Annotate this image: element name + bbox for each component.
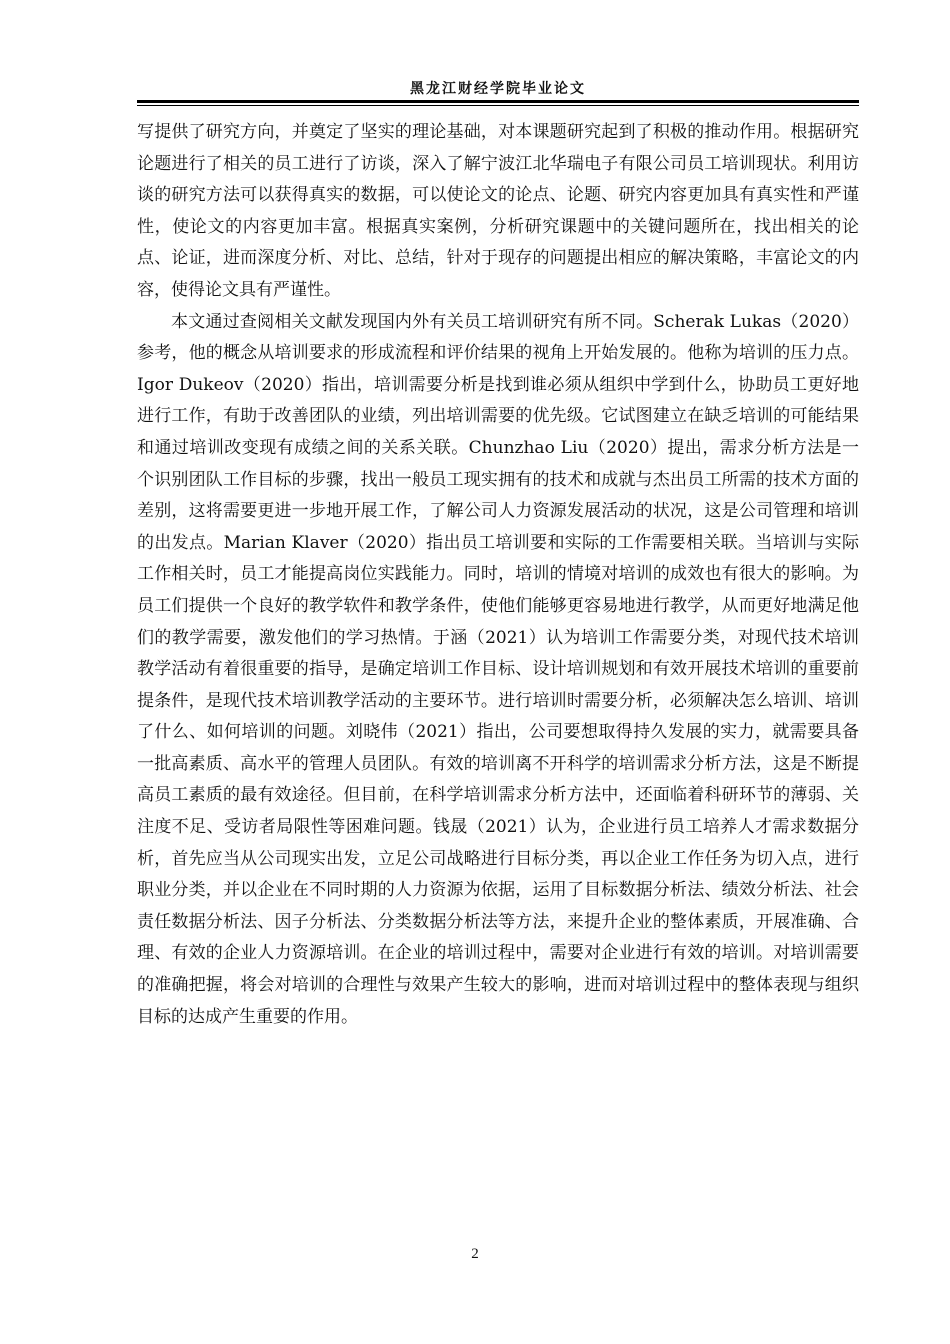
body-text: [137, 117, 859, 1033]
header-rule-thick: [137, 100, 859, 103]
paragraph-continuation: 写提供了研究方向，并奠定了坚实的理论基础，对本课题研究起到了积极的推动作用。根据研究论题进行了相关的员工进行了访谈，深入了解宁波江北华瑞电子有限公司员工培训现状。利用访谈的研究方法可以获得真实的数据，可以使论文的论点、论题、研究内容更加具有真实性和严谨性，使论文的内容更加丰富。根据真实案例，分析研究课题中的关键问题所在，找出相关的论点、论证，进而深度分析、对比、总结，针对于现存的问题提出相应的解决策略，丰富论文的内容，使得论文具有严谨性。: [137, 122, 859, 300]
paragraph-literature-review: 本文通过查阅相关文献发现国内外有关员工培训研究有所不同。Scherak Lukas（2020）参考，他的概念从培训要求的形成流程和评价结果的视角上开始发展的。他称为培训的压力点。Igor Dukeov（2020）指出，培训需要分析是找到谁必须从组织中学到什么，协助员工更好地进行工作，有助于改善团队的业绩，列出培训需要的优先级。它试图建立在缺乏培训的可能结果和通过培训改变现有成绩之间的关系关联。Chunzhao Liu（2020）提出，需求分析方法是一个识别团队工作目标的步骤，找出一般员工现实拥有的技术和成就与杰出员工所需的技术方面的差别，这将需要更进一步地开展工作，了解公司人力资源发展活动的状况，这是公司管理和培训的出发点。Marian Klaver（2020）指出员工培训要和实际的工作需要相关联。当培训与实际工作相关时，员工才能提高岗位实践能力。同时，培训的情境对培训的成效也有很大的影响。为员工们提供一个良好的教学软件和教学条件，使他们能够更容易地进行教学，从而更好地满足他们的教学需要，激发他们的学习热情。于涵（2021）认为培训工作需要分类，对现代技术培训教学活动有着很重要的指导，是确定培训工作目标、设计培训规划和有效开展技术培训的重要前提条件，是现代技术培训教学活动的主要环节。进行培训时需要分析，必须解决怎么培训、培训了什么、如何培训的问题。刘晓伟（2021）指出，公司要想取得持久发展的实力，就需要具备一批高素质、高水平的管理人员团队。有效的培训离不开科学的培训需求分析方法，这是不断提高员工素质的最有效途径。但目前，在科学培训需求分析方法中，还面临着科研环节的薄弱、关注度不足、受访者局限性等困难问题。钱晟（2021）认为，企业进行员工培养人才需求数据分析，首先应当从公司现实出发，立足公司战略进行目标分类，再以企业工作任务为切入点，进行职业分类，并以企业在不同时期的人力资源为依据，运用了目标数据分析法、绩效分析法、社会责任数据分析法、因子分析法、分类数据分析法等方法，来提升企业的整体素质，开展准确、合理、有效的企业人力资源培训。在企业的培训过程中，需要对企业进行有效的培训。对培训需要的准确把握，将会对培训的合理性与效果产生较大的影响，进而对培训过程中的整体表现与组织目标的达成产生重要的作用。: [137, 311, 859, 1027]
header-rule-thin: [137, 105, 859, 106]
page-number: 2: [471, 1246, 479, 1262]
running-header-title: 黑龙江财经学院毕业论文: [410, 81, 586, 97]
